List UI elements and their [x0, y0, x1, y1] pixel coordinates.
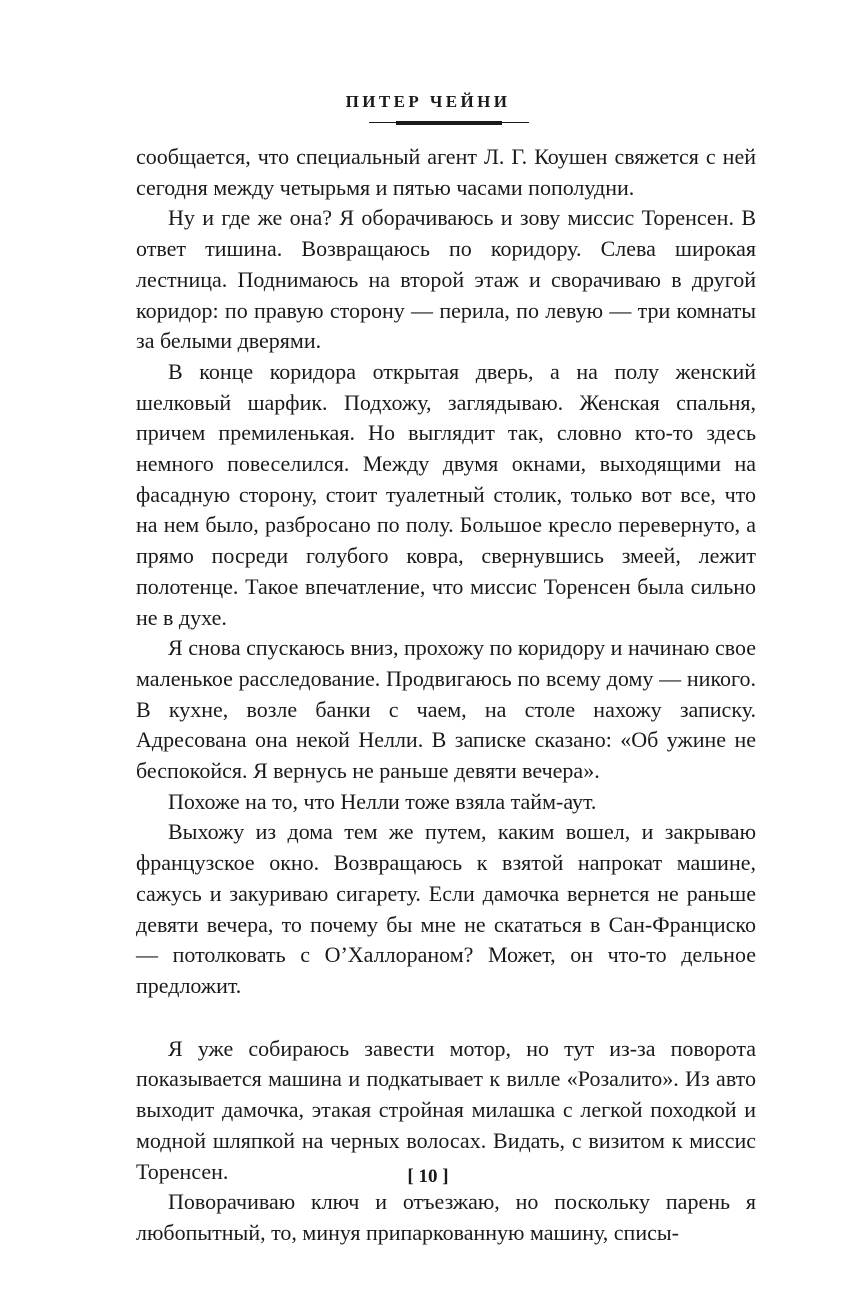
paragraph: Я уже собираюсь завести мотор, но тут из-за поворота показывается машина и подкатывает к вилле «Розалито». Из авто выходит дамочка, этакая стройная милашка с легкой походкой и модной шляпкой на черных волосах. Видать, с визитом к миссис Торенсен. [136, 1035, 756, 1184]
page-number: [ 10 ] [407, 1166, 449, 1187]
paragraph: Ну и где же она? Я оборачиваюсь и зову миссис Торенсен. В ответ тишина. Возвращаюсь по коридору. Слева широкая лестница. Поднимаюсь на второй этаж и сворачиваю в другой коридор: по правую сторону — перила, по левую — три комнаты за белыми дверями. [136, 205, 756, 354]
running-head: ПИТЕР ЧЕЙНИ [345, 92, 511, 111]
paragraph: Я снова спускаюсь вниз, прохожу по коридору и начинаю свое маленькое расследование. Продвигаюсь по всему дому — никого. В кухне, возле банки с чаем, на столе нахожу записку. Адресована она некой Нелли. В записке сказано: «Об ужине не беспокойся. Я вернусь не раньше девяти вечера». [136, 635, 756, 784]
body-text [136, 142, 756, 1249]
paragraph: сообщается, что специальный агент Л. Г. Коушен свяжется с ней сегодня между четырьмя и пятью часами пополудни. [136, 144, 756, 200]
paragraph: В конце коридора открытая дверь, а на полу женский шелковый шарфик. Подхожу, заглядываю. Женская спальня, причем премиленькая. Но выглядит так, словно кто-то здесь немного повеселился. Между двумя окнами, выходящими на фасадную сторону, стоит туалетный столик, только вот все, что на нем было, разбросано по полу. Большое кресло перевернуто, а прямо посреди голубого ковра, свернувшись змеей, лежит полотенце. Такое впечатление, что миссис Торенсен была сильно не в духе. [136, 358, 756, 630]
paragraph: Похоже на то, что Нелли тоже взяла тайм-аут. [168, 788, 597, 814]
paragraph: Поворачиваю ключ и отъезжаю, но поскольку парень я любопытный, то, минуя припаркованную машину, списы- [136, 1189, 756, 1245]
paragraph: Выхожу из дома тем же путем, каким вошел, и закрываю французское окно. Возвращаюсь к взятой напрокат машине, сажусь и закуриваю сигарету. Если дамочка вернется не раньше девяти вечера, то почему бы мне не скататься в Сан-Франциско — потолковать с О’Халлораном? Может, он что-то дельное предложит. [136, 819, 756, 998]
header-rule-thick [396, 121, 502, 125]
